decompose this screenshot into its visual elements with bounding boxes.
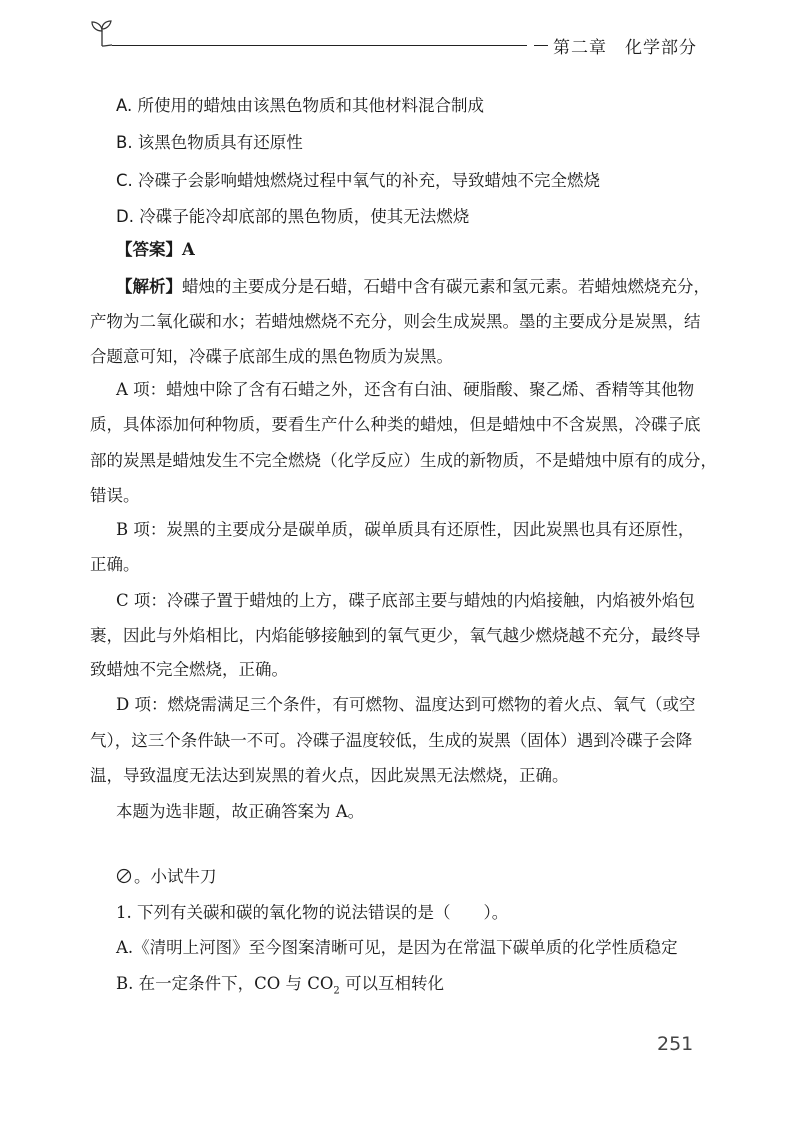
item-c-line-3: 致蜡烛不完全燃烧，正确。 — [90, 660, 288, 679]
option-c: C. 冷碟子会影响蜡烛燃烧过程中氧气的补充，导致蜡烛不完全燃烧 — [116, 171, 601, 190]
item-c-line-2: 裹，因此与外焰相比，内焰能够接触到的氧气更少，氧气越少燃烧越不充分，最终导 — [90, 626, 701, 645]
option-a: A. 所使用的蜡烛由该黑色物质和其他材料混合制成 — [116, 96, 484, 115]
item-d-line-3: 温，导致温度无法达到炭黑的着火点，因此炭黑无法燃烧，正确。 — [90, 766, 569, 785]
trial-title: 小试牛刀 — [150, 867, 217, 886]
item-c-line-1: C 项：冷碟子置于蜡烛的上方，碟子底部主要与蜡烛的内焰接触，内焰被外焰包 — [116, 591, 695, 610]
option-d: D. 冷碟子能冷却底部的黑色物质，使其无法燃烧 — [116, 207, 470, 226]
conclusion: 本题为选非题，故正确答案为 A。 — [116, 802, 365, 821]
item-a-line-4: 错误。 — [90, 486, 140, 505]
item-b-line-2: 正确。 — [90, 555, 140, 574]
question-1-option-b: B. 在一定条件下，CO 与 $CO_2$ 可以互相转化 — [116, 974, 445, 997]
item-a-line-3: 部的炭黑是蜡烛发生不完全燃烧（化学反应）生成的新物质，不是蜡烛中原有的成分， — [90, 451, 717, 470]
analysis-line-3: 合题意可知，冷碟子底部生成的黑色物质为炭黑。 — [90, 347, 453, 366]
pen-circle-icon — [116, 868, 132, 884]
answer-line — [116, 240, 195, 260]
answer-value: A — [182, 240, 195, 259]
header-rule — [112, 45, 527, 46]
item-d-line-1: D 项：燃烧需满足三个条件，有可燃物、温度达到可燃物的着火点、氧气（或空 — [116, 695, 696, 714]
sprout-icon — [88, 18, 116, 48]
question-1-option-a: A.《清明上河图》至今图案清晰可见，是因为在常温下碳单质的化学性质稳定 — [116, 938, 678, 957]
analysis-line-1: 【解析】蜡烛的主要成分是石蜡，石蜡中含有碳元素和氢元素。若蜡烛燃烧充分， — [116, 277, 710, 296]
header-rule-end — [534, 45, 548, 46]
item-a-line-2: 质，具体添加何种物质，要看生产什么种类的蜡烛，但是蜡烛中不含炭黑，冷碟子底 — [90, 415, 701, 434]
answer-label: 【答案】 — [116, 240, 182, 259]
analysis-label: 【解析】 — [116, 277, 182, 296]
trial-heading: 。小试牛刀 — [116, 867, 217, 887]
page-number: 251 — [657, 1033, 694, 1055]
option-b: B. 该黑色物质具有还原性 — [116, 133, 303, 152]
chapter-title: 第二章 化学部分 — [553, 38, 697, 58]
item-b-line-1: B 项：炭黑的主要成分是碳单质，碳单质具有还原性，因此炭黑也具有还原性， — [116, 520, 695, 539]
analysis-line-2: 产物为二氧化碳和水；若蜡烛燃烧不充分，则会生成炭黑。墨的主要成分是炭黑，结 — [90, 312, 701, 331]
item-d-line-2: 气），这三个条件缺一不可。冷碟子温度较低，生成的炭黑（固体）遇到冷碟子会降 — [90, 731, 693, 750]
question-1: 1. 下列有关碳和碳的氧化物的说法错误的是（ ）。 — [116, 903, 509, 922]
item-a-line-1: A 项：蜡烛中除了含有石蜡之外，还含有白油、硬脂酸、聚乙烯、香精等其他物 — [116, 380, 695, 399]
